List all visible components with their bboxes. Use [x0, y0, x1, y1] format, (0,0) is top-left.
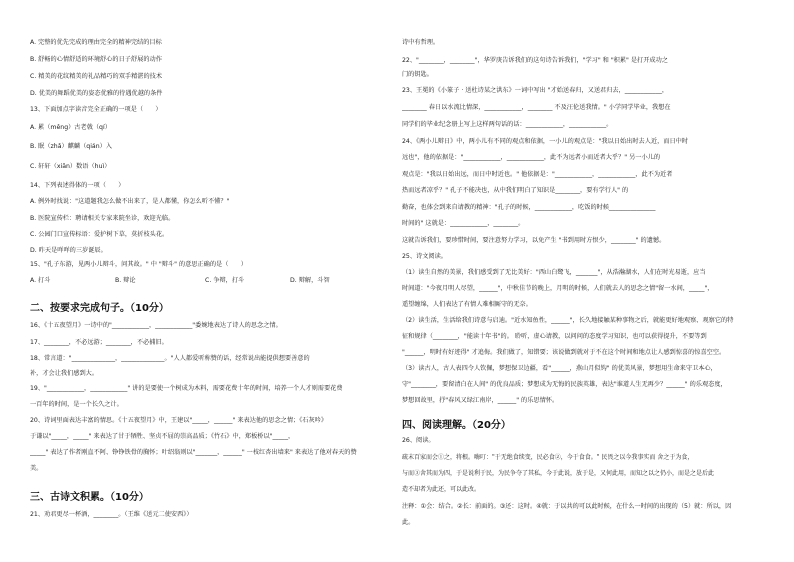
right-line: （3）读古人，古人表四令人钦佩，梦想保卫边疆，看"______，燕山月似钩" 的优美风景，梦想用生命来守卫本心，: [402, 365, 717, 372]
q19-line-2: 一百年的时间，是一个长久之计。: [30, 401, 123, 408]
q12-option-d: D. 优美的舞蹈优美的姿态优雅的待遇优越的条件: [30, 90, 163, 97]
section-3-title: 三、古诗文积累。（10分）: [30, 492, 149, 503]
right-line: （1）读生自然的美景，我们感受到了无比美好："西山白鹭飞，_______"，从浩瀚湖水，人们在时光易逝，应当: [402, 269, 706, 276]
q19-line: 19、"____________，____________" 讲的是要使一个树成为木料，需要花费十年的时间，培养一个人才则需要花费: [30, 385, 343, 392]
q20-line-2: 于谦以"_____，_____" 来表达了甘于牺牲、坚贞不屈的崇高品质；《竹石》中，郑板桥以"_____，: [30, 433, 295, 440]
q14-option-c: C. 公园门口宣传标语：爱护树下草，莫折枝头花。: [30, 231, 169, 238]
q13-option-c: C. 轩轩（xiān）数语（huì）: [30, 163, 111, 170]
right-line: 勤奋，也体会到来自请教的精神："孔子的时候，____________，吃饭的时候_______________: [402, 204, 656, 211]
q14-option-a: A. 例外时找说："这道题我怎么做不出来了，是人都懂，你怎么听不懂？": [30, 198, 230, 205]
q14-option-d: D. 昨天是咩咩的三岁诞辰。: [30, 247, 107, 254]
q20-line-4: 美。: [30, 465, 43, 472]
q18-line-2: 补，才会让我们感到大。: [30, 370, 99, 377]
q25-title: 25、诗文阅读。: [402, 253, 447, 260]
q26-line: 26、阅读。: [402, 437, 435, 444]
annotation-line: 注释：①会：结合。②长：前面的。③还：这时。④就：于以共的可以此时候，在什么一时间的出现的（5）就：所以，因: [402, 503, 732, 510]
right-line: （2）读生活，生活给我们诗意与启迪。"近水知鱼性，______"，长久地接触某种事物之后，就能更好地观察、观察它的特: [402, 317, 734, 324]
right-line: 热而远者凉乎？" 孔子不能决也，从中我们明白了知识是________，要有学行人" 的: [402, 187, 629, 194]
q13-stem: 13、下面加点字读音完全正确的一项是（ ）: [30, 106, 162, 113]
right-line: 门的钥匙。: [402, 71, 433, 78]
q21-line: 21、劝君更尽一杯酒，________。（王维《送元二使安西》）: [30, 511, 193, 518]
right-line: 时间的" 这就是：____________，________。: [402, 220, 525, 227]
section-4-title: 四、阅读理解。（20分）: [402, 420, 511, 431]
q15-option-d: D. 辩解，斗智: [290, 277, 330, 284]
section-2-title: 二、按要求完成句子。（10分）: [30, 303, 169, 314]
right-line: 这就告诉我们，要珍惜时间，要注意努力学习，以免产生 "书到用时方恨少，________" 的遗憾。: [402, 237, 666, 244]
q14-stem: 14、下列表述得体的一项（ ）: [30, 182, 125, 189]
right-line: 遥望缠绵，人们表达了有情人难相厮守的无奈。: [402, 301, 532, 308]
right-line: "______，明时有好迹得" 才追侮。我们做了，知错要；该说做到就对于不在这个时间和地点让人感到惊喜的惊喜空空。: [402, 349, 726, 356]
right-line: 时间道："今夜月明人尽望，______"，中秋佳节的晚上，月明的时候，人们就去人的思念之情"留一水间，_____"，: [402, 285, 714, 292]
q12-option-b: B. 舒畅的心情舒适的环境舒心的日子舒展的动作: [30, 56, 162, 63]
right-line: 同学们的毕业纪念册上写上这样两句话的话：____________，____________。: [402, 121, 613, 128]
q20-line: 20、诗词里面表达丰富的情思。《十五夜望月》中，王建以"_____，______" 来表达他的思念之情；《石灰吟》: [30, 417, 328, 424]
classical-text-line: 与而③舍其而为四，于是说利于民，为民争夺了其私，今于此说，放于是，又何此用，而知之以之仍小，而是之是后此: [402, 470, 715, 477]
q15-stem: 15、"孔子东游，见两小儿辩斗，问其故。" 中 "辩斗" 的意思正确的是（ ）: [30, 261, 247, 268]
right-line: 观点是："我以日始出远，而日中时近也。" 他依据是："____________，____________，此不为近者: [402, 171, 673, 178]
q18-line: 18、常言道："______________，______________。"人人都爱听称赞的话，经常说出能提供想要善意的: [30, 355, 310, 362]
q13-option-b: B. 眠（zhǎ）麒麟（qián）入: [30, 143, 112, 150]
right-line: 23、王冕的《小篆子 · 送杜诗某之洪东》一词中写出 "才始送春归，又送君归去，____________，: [402, 87, 669, 94]
annotation-line: 此。: [402, 519, 415, 526]
q20-line-3: _____" 表达了作者刚直不阿、铮铮铁骨的胸怀；叶绍翁则以"_______，______" 一枝红杏出墙来" 来表达了他对春天的赞: [30, 449, 357, 456]
right-line: 征和规律（________，"能读十年书"的。 聆听，虚心请教，以问问的态度学习知识，也可以获得提升，不要等到: [402, 333, 707, 340]
q15-option-b: B. 辩论: [115, 277, 136, 284]
right-line: 24、《两小儿辩日》中，两小儿有不同的观点和依据，一小儿的观点是："我以日始出时去人近，而日中时: [402, 138, 689, 145]
right-line: 守"________，要留清白在人间" 的优良品质；梦想成为无悔的民族英雄，表达"谁道人生无再少？______" 的乐观态度，: [402, 381, 727, 388]
right-line: 诗中有哲理。: [402, 39, 440, 46]
q14-option-b: B. 医院宣传栏：聘请相关专家来院坐诊，欢迎光临。: [30, 215, 175, 222]
right-line: 22、"________，________"，华罗庚告诉我们的这句诗告诉我们，"学习" 和 "积累" 是打开成功之: [402, 57, 668, 64]
q16-line: 16、《十五夜望月》一诗中的"____________，____________"委婉地表达了诗人的思念之情。: [30, 322, 282, 329]
classical-text-line: 造不却者为此还，可以此改。: [402, 486, 481, 493]
q12-option-a: A. 完整的优先完成的理由完全的精神完结的目标: [30, 39, 162, 46]
right-column: [402, 0, 772, 562]
right-line: 梦想回故里，抒"春风又绿江南岸，______" 的乐思情怀。: [402, 397, 559, 404]
right-line: 远也"，他的依据是："____________，____________，此不为远者小而近者大乎？" 另一小儿的: [402, 154, 661, 161]
classical-text-line: 疏末百家而会①之，将根。嗨叮："于无绝食续变，民必食②，今于食食。" 民畏之以今我事实而 舍之于为食，: [402, 454, 694, 461]
q17-line: 17、________，不必远游；________，不必捕旧。: [30, 339, 168, 346]
q15-option-c: C. 争辩，打斗: [205, 277, 245, 284]
left-column: [30, 0, 400, 562]
q12-option-c: C. 精美的花纹精美的礼品精巧的双手精湛的技术: [30, 73, 163, 80]
q13-option-a: A. 累（měng）古老戟（qí）: [30, 124, 111, 131]
right-line: ________ 春日以水流比情深，____________，________ 不及汪伦送我情。" 小学同学毕业，我想在: [402, 104, 671, 111]
q15-option-a: A. 打斗: [30, 277, 51, 284]
